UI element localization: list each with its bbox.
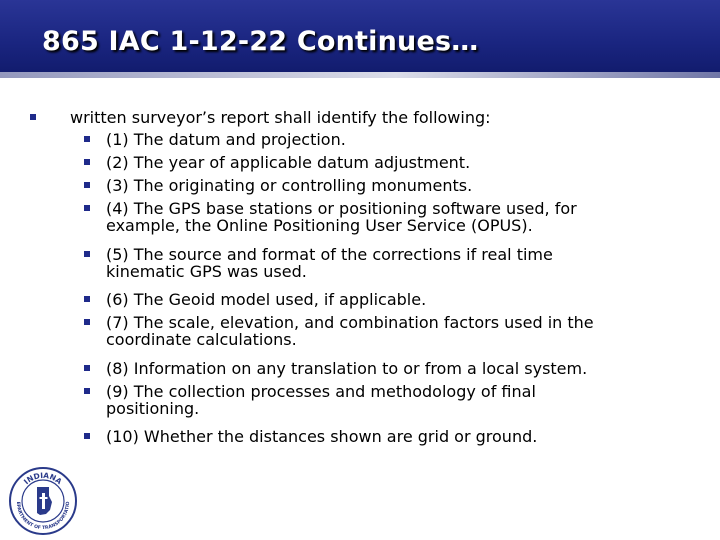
- list-item-text: (3) The originating or controlling monuments.: [106, 176, 473, 195]
- list-item-text-continued: coordinate calculations.: [106, 330, 297, 349]
- indot-seal-logo: [8, 466, 78, 536]
- bullet-marker: [84, 388, 90, 394]
- list-item-text: (9) The collection processes and methodology of final: [106, 382, 536, 401]
- bullet-marker: [84, 205, 90, 211]
- bullet-marker: [84, 251, 90, 257]
- list-item-text: (2) The year of applicable datum adjustment.: [106, 153, 471, 172]
- bullet-marker: [84, 365, 90, 371]
- list-item-text: (1) The datum and projection.: [106, 130, 346, 149]
- list-item-text-continued: example, the Online Positioning User Service (OPUS).: [106, 216, 533, 235]
- list-item-text-continued: positioning.: [106, 399, 200, 418]
- list-item-text-continued: kinematic GPS was used.: [106, 262, 307, 281]
- title-bar: [0, 0, 720, 78]
- bullet-marker: [84, 136, 90, 142]
- bullet-marker: [84, 159, 90, 165]
- bullet-marker: [84, 433, 90, 439]
- list-item-text: (6) The Geoid model used, if applicable.: [106, 290, 427, 309]
- bullet-marker: [30, 114, 36, 120]
- bullet-marker: [84, 182, 90, 188]
- bullet-marker: [84, 296, 90, 302]
- seal-top-text: INDIANA: [22, 470, 64, 487]
- slide-title: 865 IAC 1-12-22 Continues…: [42, 26, 479, 57]
- list-item-text: (5) The source and format of the corrections if real time: [106, 245, 553, 264]
- seal-bottom-text: EPARTMENT OF TRANSPORTATIO: [14, 501, 72, 532]
- list-item-text: (7) The scale, elevation, and combination factors used in the: [106, 313, 594, 332]
- list-item-text: (8) Information on any translation to or from a local system.: [106, 359, 588, 378]
- list-item-text: (10) Whether the distances shown are grid or ground.: [106, 427, 538, 446]
- intro-text: written surveyor’s report shall identify the following:: [70, 108, 491, 127]
- list-item-text: (4) The GPS base stations or positioning software used, for: [106, 199, 577, 218]
- bullet-marker: [84, 319, 90, 325]
